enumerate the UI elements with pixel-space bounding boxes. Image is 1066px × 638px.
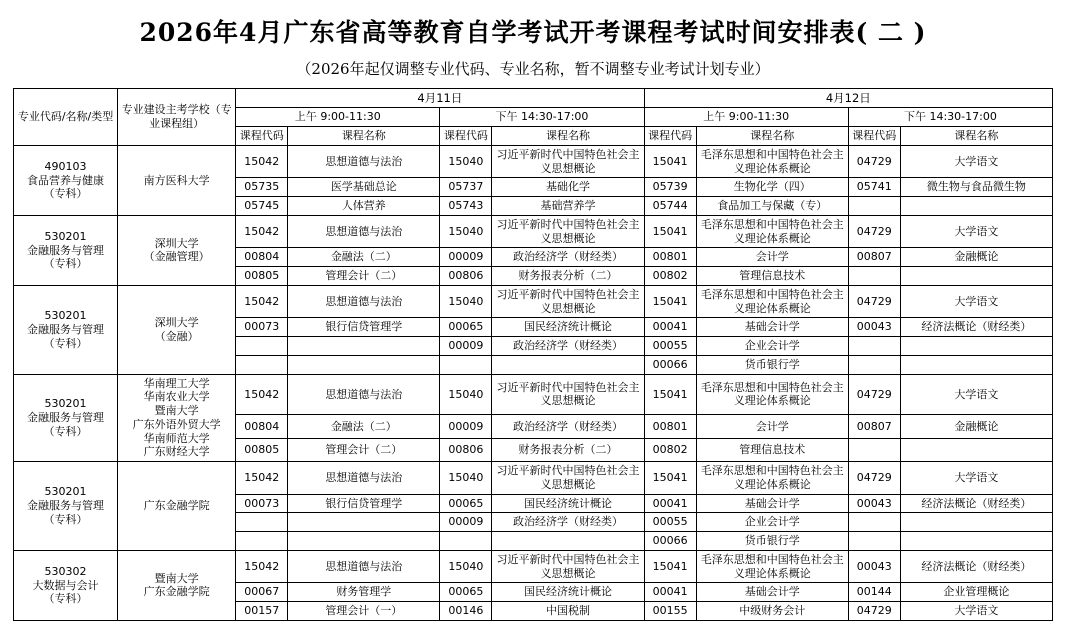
table-body: [14, 145, 1053, 620]
course-code-afternoon-apr12: 04729: [848, 374, 900, 415]
course-code-morning-apr11: 00804: [236, 248, 288, 267]
course-name-morning-apr12: 食品加工与保藏（专）: [696, 197, 848, 216]
course-name-morning-apr11: 金融法（二）: [288, 248, 440, 267]
course-name-afternoon-apr11: 习近平新时代中国特色社会主义思想概论: [492, 462, 644, 495]
course-name-afternoon-apr12: 大学语文: [900, 374, 1052, 415]
course-code-afternoon-apr12: 04729: [848, 602, 900, 621]
course-name-morning-apr11: 思想道德与法治: [288, 374, 440, 415]
header-course-code-3: 课程代码: [644, 127, 696, 146]
course-code-afternoon-apr11: 00146: [440, 602, 492, 621]
empty-cell: [288, 513, 440, 532]
course-code-morning-apr12: 15041: [644, 215, 696, 248]
major-cell: 530201 金融服务与管理 （专科）: [14, 285, 118, 374]
course-code-afternoon-apr11: 00065: [440, 318, 492, 337]
course-code-morning-apr12: 00155: [644, 602, 696, 621]
major-cell: 530201 金融服务与管理 （专科）: [14, 215, 118, 285]
course-code-afternoon-apr12: 00043: [848, 318, 900, 337]
empty-cell: [492, 532, 644, 551]
course-name-morning-apr12: 货币银行学: [696, 532, 848, 551]
empty-cell: [848, 355, 900, 374]
course-code-morning-apr12: 15041: [644, 462, 696, 495]
course-name-afternoon-apr12: 经济法概论（财经类）: [900, 494, 1052, 513]
course-name-afternoon-apr11: 基础化学: [492, 178, 644, 197]
header-time-morning-11: 上午 9:00-11:30: [236, 108, 440, 127]
course-code-morning-apr11: 05735: [236, 178, 288, 197]
course-name-morning-apr11: 思想道德与法治: [288, 215, 440, 248]
course-code-morning-apr11: 15042: [236, 462, 288, 495]
course-name-morning-apr11: 思想道德与法治: [288, 462, 440, 495]
course-name-afternoon-apr12: 大学语文: [900, 145, 1052, 178]
course-code-morning-apr12: 05744: [644, 197, 696, 216]
course-code-morning-apr11: 15042: [236, 145, 288, 178]
major-cell: 530302 大数据与会计 （专科）: [14, 550, 118, 620]
course-code-morning-apr12: 15041: [644, 285, 696, 318]
course-code-morning-apr11: 00073: [236, 494, 288, 513]
course-name-afternoon-apr11: 中国税制: [492, 602, 644, 621]
course-name-morning-apr12: 毛泽东思想和中国特色社会主义理论体系概论: [696, 462, 848, 495]
course-name-morning-apr12: 基础会计学: [696, 494, 848, 513]
course-name-afternoon-apr11: 政治经济学（财经类）: [492, 337, 644, 356]
course-name-morning-apr11: 思想道德与法治: [288, 285, 440, 318]
header-course-name-2: 课程名称: [492, 127, 644, 146]
course-code-morning-apr12: 00055: [644, 513, 696, 532]
course-name-morning-apr12: 货币银行学: [696, 355, 848, 374]
school-cell: 华南理工大学 华南农业大学 暨南大学 广东外语外贸大学 华南师范大学 广东财经大学: [118, 374, 236, 462]
header-time-afternoon-12: 下午 14:30-17:00: [848, 108, 1052, 127]
empty-cell: [288, 355, 440, 374]
course-code-afternoon-apr11: 00009: [440, 248, 492, 267]
header-school-col: 专业建设主考学校（专业课程组）: [118, 89, 236, 146]
course-code-morning-apr12: 00801: [644, 415, 696, 438]
exam-schedule-page: [0, 18, 1066, 638]
empty-cell: [288, 337, 440, 356]
course-code-morning-apr11: 05745: [236, 197, 288, 216]
course-code-morning-apr11: 00804: [236, 415, 288, 438]
course-code-afternoon-apr12: 04729: [848, 462, 900, 495]
header-time-afternoon-11: 下午 14:30-17:00: [440, 108, 644, 127]
header-course-code-1: 课程代码: [236, 127, 288, 146]
course-code-afternoon-apr11: 15040: [440, 374, 492, 415]
course-name-afternoon-apr12: 大学语文: [900, 602, 1052, 621]
course-code-afternoon-apr12: 04729: [848, 285, 900, 318]
header-major-col: 专业代码/名称/类型: [14, 89, 118, 146]
course-name-morning-apr11: 金融法（二）: [288, 415, 440, 438]
course-code-morning-apr11: 00805: [236, 438, 288, 461]
course-name-morning-apr12: 毛泽东思想和中国特色社会主义理论体系概论: [696, 550, 848, 583]
course-code-afternoon-apr11: 00806: [440, 438, 492, 461]
course-code-afternoon-apr12: 00807: [848, 415, 900, 438]
course-name-morning-apr12: 会计学: [696, 248, 848, 267]
course-code-morning-apr11: 00073: [236, 318, 288, 337]
school-cell: 暨南大学 广东金融学院: [118, 550, 236, 620]
course-name-morning-apr11: 人体营养: [288, 197, 440, 216]
course-name-afternoon-apr12: 经济法概论（财经类）: [900, 550, 1052, 583]
course-code-afternoon-apr11: 15040: [440, 215, 492, 248]
course-name-morning-apr12: 中级财务会计: [696, 602, 848, 621]
header-course-name-3: 课程名称: [696, 127, 848, 146]
empty-cell: [492, 355, 644, 374]
course-name-morning-apr12: 毛泽东思想和中国特色社会主义理论体系概论: [696, 374, 848, 415]
course-code-morning-apr11: 00067: [236, 583, 288, 602]
course-code-morning-apr12: 00055: [644, 337, 696, 356]
course-name-morning-apr11: 财务管理学: [288, 583, 440, 602]
table-row: [14, 374, 1053, 415]
empty-cell: [236, 513, 288, 532]
course-code-morning-apr12: 00041: [644, 318, 696, 337]
course-name-morning-apr12: 会计学: [696, 415, 848, 438]
course-name-morning-apr12: 毛泽东思想和中国特色社会主义理论体系概论: [696, 215, 848, 248]
course-name-morning-apr12: 管理信息技术: [696, 267, 848, 286]
course-code-morning-apr12: 00066: [644, 532, 696, 551]
empty-cell: [900, 438, 1052, 461]
header-time-morning-12: 上午 9:00-11:30: [644, 108, 848, 127]
header-row-dates: [14, 89, 1053, 108]
empty-cell: [288, 532, 440, 551]
page-title: 2026年4月广东省高等教育自学考试开考课程考试时间安排表( 二 ): [139, 18, 927, 47]
course-code-afternoon-apr12: 00043: [848, 494, 900, 513]
empty-cell: [236, 532, 288, 551]
major-cell: 530201 金融服务与管理 （专科）: [14, 374, 118, 462]
course-name-morning-apr12: 管理信息技术: [696, 438, 848, 461]
header-course-name-4: 课程名称: [900, 127, 1052, 146]
course-code-morning-apr12: 00802: [644, 438, 696, 461]
school-cell: 广东金融学院: [118, 462, 236, 551]
course-code-morning-apr11: 15042: [236, 215, 288, 248]
empty-cell: [440, 355, 492, 374]
course-name-afternoon-apr12: 大学语文: [900, 215, 1052, 248]
empty-cell: [900, 267, 1052, 286]
course-name-afternoon-apr11: 财务报表分析（二）: [492, 267, 644, 286]
empty-cell: [900, 197, 1052, 216]
header-course-code-2: 课程代码: [440, 127, 492, 146]
header-date-april-12: 4月12日: [644, 89, 1052, 108]
course-name-morning-apr11: 医学基础总论: [288, 178, 440, 197]
major-cell: 490103 食品营养与健康 （专科）: [14, 145, 118, 215]
course-name-morning-apr11: 银行信贷管理学: [288, 494, 440, 513]
header-course-name-1: 课程名称: [288, 127, 440, 146]
course-name-afternoon-apr11: 基础营养学: [492, 197, 644, 216]
course-code-morning-apr12: 15041: [644, 145, 696, 178]
course-name-morning-apr11: 银行信贷管理学: [288, 318, 440, 337]
empty-cell: [900, 532, 1052, 551]
course-code-morning-apr12: 15041: [644, 374, 696, 415]
empty-cell: [900, 513, 1052, 532]
empty-cell: [848, 337, 900, 356]
course-code-morning-apr12: 00041: [644, 583, 696, 602]
header-date-april-11: 4月11日: [236, 89, 644, 108]
school-cell: 深圳大学 （金融）: [118, 285, 236, 374]
course-name-afternoon-apr11: 习近平新时代中国特色社会主义思想概论: [492, 145, 644, 178]
course-name-afternoon-apr11: 国民经济统计概论: [492, 583, 644, 602]
course-code-morning-apr11: 15042: [236, 285, 288, 318]
course-code-morning-apr12: 00802: [644, 267, 696, 286]
table-row: [14, 285, 1053, 318]
table-row: [14, 462, 1053, 495]
course-code-morning-apr11: 15042: [236, 374, 288, 415]
empty-cell: [236, 337, 288, 356]
header-course-code-4: 课程代码: [848, 127, 900, 146]
course-name-afternoon-apr12: 企业管理概论: [900, 583, 1052, 602]
table-row: [14, 215, 1053, 248]
course-name-morning-apr12: 毛泽东思想和中国特色社会主义理论体系概论: [696, 285, 848, 318]
course-name-afternoon-apr12: 大学语文: [900, 285, 1052, 318]
course-name-afternoon-apr11: 政治经济学（财经类）: [492, 248, 644, 267]
course-code-morning-apr11: 00157: [236, 602, 288, 621]
major-cell: 530201 金融服务与管理 （专科）: [14, 462, 118, 551]
course-code-afternoon-apr11: 15040: [440, 145, 492, 178]
empty-cell: [848, 513, 900, 532]
course-code-afternoon-apr11: 15040: [440, 285, 492, 318]
course-code-morning-apr12: 00066: [644, 355, 696, 374]
course-name-morning-apr12: 基础会计学: [696, 318, 848, 337]
course-name-morning-apr12: 生物化学（四）: [696, 178, 848, 197]
course-name-afternoon-apr11: 财务报表分析（二）: [492, 438, 644, 461]
course-code-morning-apr12: 15041: [644, 550, 696, 583]
course-name-morning-apr12: 毛泽东思想和中国特色社会主义理论体系概论: [696, 145, 848, 178]
exam-schedule-table: [13, 88, 1053, 621]
course-code-afternoon-apr11: 05737: [440, 178, 492, 197]
course-name-morning-apr12: 企业会计学: [696, 337, 848, 356]
course-name-afternoon-apr11: 习近平新时代中国特色社会主义思想概论: [492, 374, 644, 415]
course-code-afternoon-apr11: 00065: [440, 583, 492, 602]
course-name-morning-apr11: 思想道德与法治: [288, 145, 440, 178]
course-name-afternoon-apr11: 习近平新时代中国特色社会主义思想概论: [492, 285, 644, 318]
school-cell: 南方医科大学: [118, 145, 236, 215]
course-name-morning-apr11: 管理会计（二）: [288, 267, 440, 286]
course-code-afternoon-apr11: 00009: [440, 415, 492, 438]
course-code-morning-apr12: 00801: [644, 248, 696, 267]
school-cell: 深圳大学 （金融管理）: [118, 215, 236, 285]
course-code-afternoon-apr11: 00806: [440, 267, 492, 286]
course-code-afternoon-apr12: 00043: [848, 550, 900, 583]
course-name-afternoon-apr12: 经济法概论（财经类）: [900, 318, 1052, 337]
empty-cell: [900, 337, 1052, 356]
course-code-morning-apr11: 15042: [236, 550, 288, 583]
course-code-afternoon-apr11: 15040: [440, 462, 492, 495]
course-name-afternoon-apr11: 政治经济学（财经类）: [492, 415, 644, 438]
course-name-morning-apr11: 思想道德与法治: [288, 550, 440, 583]
course-name-afternoon-apr11: 政治经济学（财经类）: [492, 513, 644, 532]
course-code-afternoon-apr12: 04729: [848, 145, 900, 178]
course-code-afternoon-apr11: 05743: [440, 197, 492, 216]
course-name-morning-apr11: 管理会计（二）: [288, 438, 440, 461]
table-row: [14, 145, 1053, 178]
empty-cell: [440, 532, 492, 551]
course-name-afternoon-apr11: 习近平新时代中国特色社会主义思想概论: [492, 215, 644, 248]
course-code-afternoon-apr11: 00009: [440, 337, 492, 356]
course-code-afternoon-apr11: 00009: [440, 513, 492, 532]
course-code-afternoon-apr11: 15040: [440, 550, 492, 583]
course-code-morning-apr12: 05739: [644, 178, 696, 197]
course-name-morning-apr12: 基础会计学: [696, 583, 848, 602]
empty-cell: [848, 197, 900, 216]
course-name-afternoon-apr12: 金融概论: [900, 415, 1052, 438]
course-name-afternoon-apr11: 国民经济统计概论: [492, 318, 644, 337]
empty-cell: [848, 267, 900, 286]
course-name-afternoon-apr12: 大学语文: [900, 462, 1052, 495]
empty-cell: [848, 532, 900, 551]
course-name-afternoon-apr12: 微生物与食品微生物: [900, 178, 1052, 197]
table-row: [14, 550, 1053, 583]
course-code-afternoon-apr12: 00144: [848, 583, 900, 602]
empty-cell: [848, 438, 900, 461]
course-code-afternoon-apr12: 00807: [848, 248, 900, 267]
course-code-morning-apr11: 00805: [236, 267, 288, 286]
empty-cell: [900, 355, 1052, 374]
course-code-afternoon-apr12: 05741: [848, 178, 900, 197]
table-header: [14, 89, 1053, 146]
empty-cell: [236, 355, 288, 374]
course-name-morning-apr12: 企业会计学: [696, 513, 848, 532]
page-subtitle: （2026年起仅调整专业代码、专业名称，暂不调整专业考试计划专业）: [296, 60, 770, 78]
course-name-afternoon-apr12: 金融概论: [900, 248, 1052, 267]
course-code-morning-apr12: 00041: [644, 494, 696, 513]
course-code-afternoon-apr11: 00065: [440, 494, 492, 513]
course-name-afternoon-apr11: 习近平新时代中国特色社会主义思想概论: [492, 550, 644, 583]
course-name-morning-apr11: 管理会计（一）: [288, 602, 440, 621]
course-name-afternoon-apr11: 国民经济统计概论: [492, 494, 644, 513]
course-code-afternoon-apr12: 04729: [848, 215, 900, 248]
